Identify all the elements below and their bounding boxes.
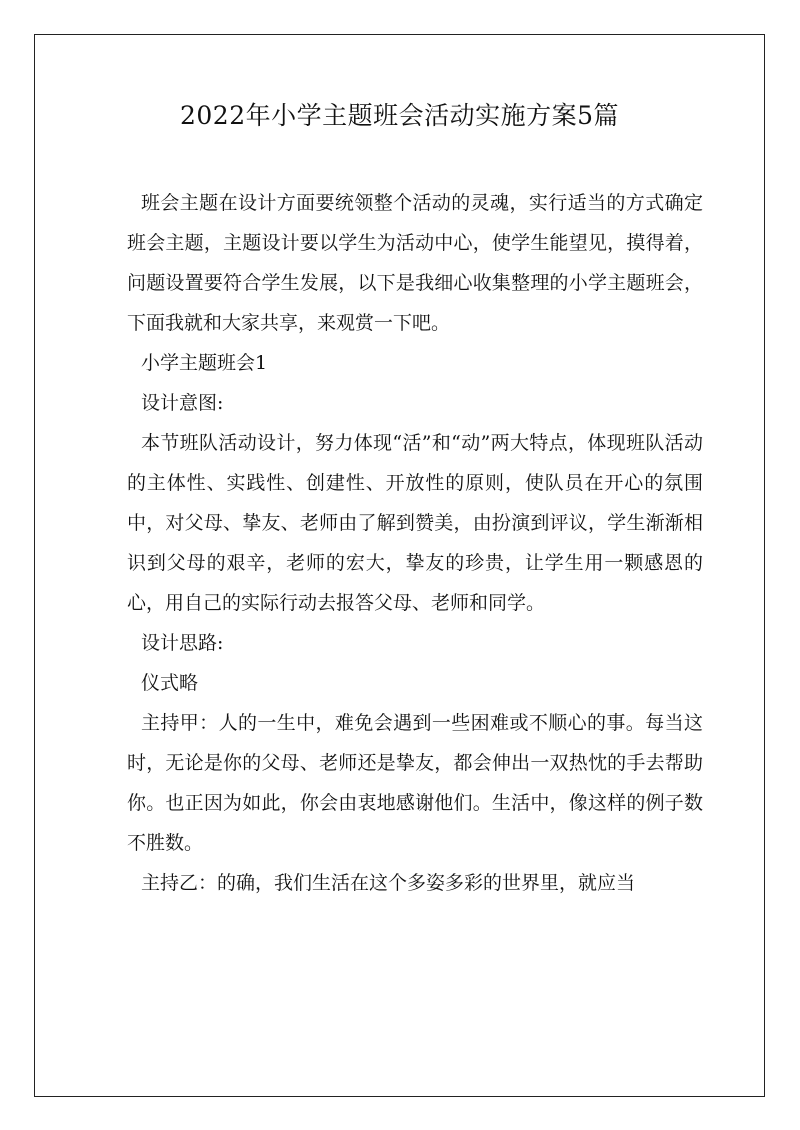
design-intent-paragraph: 本节班队活动设计，努力体现“活”和“动”两大特点，体现班队活动的主体性、实践性、创建性、开放性的原则，使队员在开心的氛围中，对父母、挚友、老师由了解到赞美，由扮演到评议，学生渐渐相识到父母的艰辛，老师的宏大，挚友的珍贵，让学生用一颗感恩的心，用自己的实际行动去报答父母、老师和同学。 bbox=[127, 432, 703, 614]
section-heading: 小学主题班会1 bbox=[141, 352, 268, 374]
host-b-paragraph: 主持乙：的确，我们生活在这个多姿多彩的世界里，就应当 bbox=[141, 872, 636, 894]
design-intent-label: 设计意图: bbox=[141, 392, 224, 414]
host-a-paragraph: 主持甲：人的一生中，难免会遇到一些困难或不顺心的事。每当这时，无论是你的父母、老师还是挚友，都会伸出一双热忱的手去帮助你。也正因为如此，你会由衷地感谢他们。生活中，像这样的例子数不胜数。 bbox=[127, 712, 703, 854]
intro-paragraph: 班会主题在设计方面要统领整个活动的灵魂，实行适当的方式确定班会主题，主题设计要以学生为活动中心，使学生能望见，摸得着，问题设置要符合学生发展，以下是我细心收集整理的小学主题班会，下面我就和大家共享，来观赏一下吧。 bbox=[127, 192, 703, 334]
design-approach-label: 设计思路: bbox=[141, 632, 224, 654]
ceremony-line: 仪式略 bbox=[141, 672, 199, 694]
document-body bbox=[127, 183, 703, 903]
document-title: 2022年小学主题班会活动实施方案5篇 bbox=[179, 101, 620, 130]
